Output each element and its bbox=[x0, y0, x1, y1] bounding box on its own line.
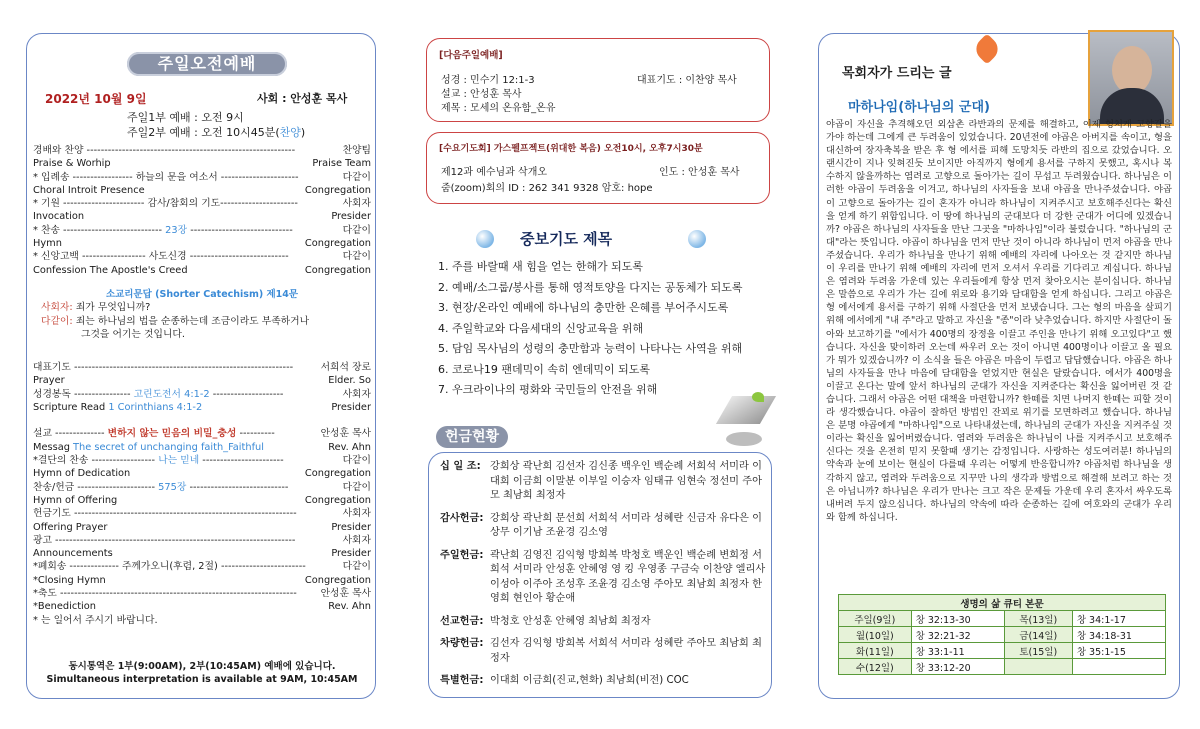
order-row-label: * 는 일어서 주시기 바랍니다. bbox=[33, 614, 158, 626]
order-row bbox=[33, 481, 371, 494]
wednesday-title: [수요기도회] 가스펠프젝트(위대한 복음) 오전10시, 오후7시30분 bbox=[439, 144, 703, 154]
order-row bbox=[33, 454, 371, 467]
order-row-label: *Benediction bbox=[33, 601, 96, 613]
order-row bbox=[33, 414, 371, 427]
order-row-label: Hymn bbox=[33, 238, 62, 250]
order-row-label: * 입례송 ----------------- 하늘의 문을 여소서 ---------------------- bbox=[33, 171, 299, 183]
order-row bbox=[33, 547, 371, 560]
order-row-label: *폐회송 -------------- 주께가오니(후렴, 2절) ------------------------ bbox=[33, 561, 306, 573]
order-row bbox=[33, 574, 371, 587]
qt-title: 생명의 삶 큐티 본문 bbox=[839, 595, 1166, 611]
offering-names: 김선자 김익형 방희복 서희석 서미라 성혜란 주아모 최남희 최정자 bbox=[490, 638, 762, 664]
order-row-leader: 다같이 bbox=[342, 561, 371, 573]
service2-time: 주일2부 예배 : 오전 10시45분(찬양) bbox=[127, 126, 306, 139]
order-row-leader: 다같이 bbox=[342, 481, 371, 493]
offering-row bbox=[440, 637, 766, 666]
next-week-prayer: 대표기도 : 이찬양 목사 bbox=[637, 75, 737, 86]
order-row-label: Choral Introit Presence bbox=[33, 184, 145, 196]
diamond-icon bbox=[716, 396, 776, 424]
service-date: 2022년 10월 9일 bbox=[45, 92, 147, 106]
qt-day: 화(11일) bbox=[839, 643, 912, 659]
order-row-label: Announcements bbox=[33, 548, 113, 560]
order-row bbox=[33, 534, 371, 547]
wednesday-zoom: 줌(zoom)회의 ID : 262 341 9328 암호: hope bbox=[441, 183, 653, 194]
shadow-icon bbox=[726, 432, 762, 446]
order-row-label: *결단의 찬송 ------------------ 나는 믿네 ----------------------- bbox=[33, 455, 284, 467]
order-row-leader: 사회자 bbox=[342, 508, 371, 520]
q-label: 사회자: bbox=[41, 302, 73, 314]
order-row-label: Hymn of Dedication bbox=[33, 468, 131, 480]
offering-category: 선교헌금: bbox=[440, 615, 484, 627]
offering-title: 헌금현황 bbox=[436, 426, 508, 448]
order-row-label: 찬송/헌금 ---------------------- 575장 ---------------------------- bbox=[33, 481, 289, 493]
bubble-icon bbox=[688, 230, 706, 248]
pastor-letter-subtitle: 마하나임(하나님의 군대) bbox=[848, 100, 990, 115]
order-row-leader: Presider bbox=[331, 521, 371, 533]
order-row bbox=[33, 441, 371, 454]
offering-category: 특별헌금: bbox=[440, 675, 484, 686]
catechism-title: 소교리문답 (Shorter Catechism) 제14문 bbox=[105, 289, 299, 300]
qt-passage: 창 33:12-20 bbox=[911, 659, 1004, 675]
order-row bbox=[33, 521, 371, 534]
leaf-icon bbox=[752, 392, 764, 402]
order-row-leader: Congregation bbox=[304, 238, 371, 250]
order-row-leader: 사회자 bbox=[342, 534, 371, 546]
order-row-label: Offering Prayer bbox=[33, 521, 108, 533]
interpretation-korean: 동시통역은 1부(9:00AM), 2부(10:45AM) 예배에 있습니다. bbox=[68, 661, 336, 672]
order-row-leader: 사회자 bbox=[342, 198, 371, 210]
order-row-label: Prayer bbox=[33, 375, 65, 387]
order-row-label: *축도 ------------------------------------------------------------------- bbox=[33, 588, 297, 600]
pastor-letter-body: 야곱이 자신을 추격해오던 외삼촌 라반과의 문제를 해결하고, 이제 형처게 고향갈을 가야 하는데 그에게 큰 두려움이 있었습니다. 20년전에 야곱은 아버지를 속이고, 형을 대신하여 장자축복을 받은 후 형 에서를 피해 도망치듯 라반의 집으로 갔었습니다. 오랜시간이 지나 잊혀진듯 보이지만 아직까지 형에게 용서를 구하지 못했고, 혹시나 복수하지 않을까하는 염려로 고향으로 돌아가는 길이 무섭고 두려웠습니다. 하나님은 이러한 야곱이 두려움을 이겨고, 하나님의 사자들을 보내 야곱을 만나주셨습니다. 야곱이 고향으로 돌아가는 길이 혼자가 아니라 하나님이 지켜주시고 보호해주신다는 확신을 얻게 하기 위함입니다. 이 땅에 하나님의 군대보다 더 강한 군대가 어디에 있겠습니까? 야곱은 하나님의 사자들을 만난 그곳을 "마하나임"이라 불렀습니다. "하나님의 군대"라는 뜻입니다. 야곱이 하나님을 먼저 만난 것이 아니라 하나님이 먼저 야곱을 만나주셨습니다. 우리가 하나님을 만나기 위해 예배의 자리에 나아오는 것 같지만 하나님이 우리를 만나기 위해 예배의 자리에 먼저 오셔서 우리를 기다리고 계십니다. 하나님은 염려와 두려움 가운데 있는 우리들에게 항상 먼저 찾아오시는 분이십니다. 하나님은 말씀으로 우리가 가는 길에 위로와 용기와 담대함을 얻게 하십니다. 그리고 야곱은 형 에서에게 용서를 구하기 위해 사절단을 먼저 보냈습니다. 그는 형의 마음을 살피기 위해 에서에게 "내 주"라고 말하고 자신을 "종"이라 낮추었습니다. 하지만 사절단이 돌아와 보고하기를 "에서가 400명의 장정을 이끌고 주인을 만나기 위해 오고있다"고 했습니다. 자신을 맞이하러 오는데 싸우러 오는 것이 아니면 400명이나 이끌고 올 필요가 뭐가 있겠습니까? 이 소식을 들은 야곱은 마음이 두렵고 답답했습니다. 야곱은 하나님의 사자들을 만나 마음에 담대함을 얻었지만 현실은 달랐습니다. 에서가 400명을 이끌고 온다는 말에 앞서 하나님의 군대가 자신을 지켜준다는 확신을 잃어버린 것 같습니다. 그래서 야곱은 어떤 대책을 마련합니까? 한떼를 치면 나머지 한떼는 피할 것이라 생각했습니다. 야곱이 잘하던 방법인 잔꾀로 위기를 모면하려고 했습니다. 하나님은 분명 야곱에게 "마하나임"으로 나타내셨는데, 하나님의 군대가 자신을 지켜주실 것이라는 확신을 잃어버렸습니다. 염려와 두려움은 하나님이 나를 지켜주시고 보호해주신다는 것을 온전히 믿지 못할때 생기는 감정입니다. 사랑하는 성도여러분! 하나님의 약속과 눈에 보이는 현실이 다를때 우리는 어떻게 반응합니까? 야곱처럼 하나님을 생각하지 않고, 염려와 두려움으로 지꾸만 나의 생각과 방법으로 해결해 보려고 하는 것은 아닙니까? 하나님은 우리가 만나는 크고 작은 문제들 가운데 우리 혼자서 싸우도록 내버려 두지 않으십니다. 하나님의 약속에 따라 순종하는 길에 여호와의 군대가 우리와 함께 하십니다. bbox=[826, 119, 1172, 523]
order-row-label: 광고 -------------------------------------------------------------------- bbox=[33, 534, 296, 546]
prayer-item: 3. 현장/온라인 예배에 하나님의 충만한 은혜를 부어주시도록 bbox=[438, 301, 729, 314]
order-row-leader: Presider bbox=[331, 401, 371, 413]
order-row-label: 성경봉독 ---------------- 고린도전서 4:1-2 -------------------- bbox=[33, 388, 284, 400]
qt-row bbox=[839, 627, 1166, 643]
order-row-label: Praise & Worhip bbox=[33, 158, 111, 170]
offering-names: 박청호 안성훈 안혜영 최남희 최정자 bbox=[490, 615, 651, 627]
prayer-item: 1. 주를 바랄때 새 힘을 얻는 한해가 되도록 bbox=[438, 260, 643, 273]
pastor-letter-title: 목회자가 드리는 글 bbox=[842, 66, 952, 81]
offering-row bbox=[440, 615, 766, 630]
a-label: 다같이: bbox=[41, 315, 73, 327]
offering-row bbox=[440, 512, 766, 541]
order-row-leader: 사회자 bbox=[342, 388, 371, 400]
order-row bbox=[33, 560, 371, 573]
qt-passage: 창 32:13-30 bbox=[911, 611, 1004, 627]
qt-row bbox=[839, 659, 1166, 675]
next-week-topic: 제목 : 모세의 온유함_온유 bbox=[441, 103, 556, 114]
presider: 사회 : 안성훈 목사 bbox=[257, 92, 348, 105]
qt-passage: 창 34:1-17 bbox=[1072, 611, 1165, 627]
order-row bbox=[33, 184, 371, 197]
order-row-label: Invocation bbox=[33, 211, 85, 223]
order-row-label: Scripture Read 1 Corinthians 4:1-2 bbox=[33, 401, 203, 413]
qt-row bbox=[839, 611, 1166, 627]
order-row-label: Hymn of Offering bbox=[33, 494, 118, 506]
order-row-leader: Elder. So bbox=[328, 375, 371, 387]
qt-day: 금(14일) bbox=[1004, 627, 1072, 643]
order-row bbox=[33, 587, 371, 600]
worship-order-panel bbox=[26, 33, 376, 699]
qt-day: 수(12일) bbox=[839, 659, 912, 675]
qt-day bbox=[1004, 659, 1072, 675]
order-row bbox=[33, 144, 371, 157]
offering-row bbox=[440, 460, 766, 504]
order-top bbox=[33, 144, 371, 277]
order-row-leader: 안성훈 목사 bbox=[320, 428, 371, 440]
qt-table bbox=[838, 594, 1166, 675]
order-row bbox=[33, 237, 371, 250]
offering-names: 이대희 이금희(진교,현화) 최남희(비전) COC bbox=[490, 675, 689, 686]
offering-category: 차량헌금: bbox=[440, 638, 484, 649]
next-week-title: [다음주일예배] bbox=[439, 50, 503, 61]
qt-passage: 창 32:21-32 bbox=[911, 627, 1004, 643]
order-row bbox=[33, 388, 371, 401]
order-bottom bbox=[33, 361, 371, 627]
wednesday-box bbox=[426, 132, 770, 204]
wednesday-leader: 인도 : 안성훈 목사 bbox=[659, 167, 740, 178]
order-row-label: *Closing Hymn bbox=[33, 574, 106, 586]
a-text: 죄는 하나님의 법을 순종하는데 조금이라도 부족하거나 bbox=[72, 315, 310, 327]
qt-day: 목(13일) bbox=[1004, 611, 1072, 627]
order-row-leader: Rev. Ahn bbox=[328, 601, 371, 613]
order-row bbox=[33, 171, 371, 184]
order-row-label: 대표기도 -------------------------------------------------------------- bbox=[33, 362, 294, 373]
catechism bbox=[33, 288, 371, 341]
order-row bbox=[33, 467, 371, 480]
qt-passage bbox=[1072, 659, 1165, 675]
order-row-leader: 다같이 bbox=[342, 251, 371, 263]
next-week-box bbox=[426, 38, 770, 122]
order-row-leader: Rev. Ahn bbox=[328, 441, 371, 453]
offering-category: 주일헌금: bbox=[440, 549, 484, 561]
prayer-item: 7. 우크라이나의 평화와 국민들의 안전을 위해 bbox=[438, 383, 658, 396]
order-row bbox=[33, 250, 371, 263]
order-row-leader: Congregation bbox=[304, 264, 371, 276]
offering-names: 강희상 곽난희 김선자 김신종 백우인 백순례 서희석 서미라 이대희 이금희 이말분 이부일 이승자 임태규 임현숙 정선미 주아모 최남희 최정자 bbox=[490, 461, 762, 501]
interpretation-english: Simultaneous interpretation is available at 9AM, 10:45AM bbox=[46, 674, 358, 685]
order-row-label: * 기원 ----------------------- 감사/참회의 기도---------------------- bbox=[33, 198, 298, 210]
qt-day: 주일(9일) bbox=[839, 611, 912, 627]
prayer-item: 2. 예배/소그룹/봉사를 통해 영적토양을 다지는 공동체가 되도록 bbox=[438, 280, 743, 294]
order-row-label: Confession The Apostle's Creed bbox=[33, 264, 188, 276]
next-week-sermon: 설교 : 안성훈 목사 bbox=[441, 89, 522, 100]
order-row-leader: Presider bbox=[331, 548, 371, 560]
qt-passage: 창 33:1-11 bbox=[911, 643, 1004, 659]
order-row-leader: Congregation bbox=[304, 184, 371, 196]
order-row bbox=[33, 361, 371, 374]
order-row bbox=[33, 157, 371, 170]
service1-time: 주일1부 예배 : 오전 9시 bbox=[127, 111, 244, 124]
order-row bbox=[33, 600, 371, 613]
order-row bbox=[33, 374, 371, 387]
order-row-label: Messag The secret of unchanging faith_Faithful bbox=[33, 441, 264, 453]
next-week-scripture: 성경 : 민수기 12:1-3 bbox=[441, 75, 535, 86]
order-row-label: * 신앙고백 ------------------ 사도신경 ---------------------------- bbox=[33, 251, 289, 263]
order-row bbox=[33, 401, 371, 414]
order-row bbox=[33, 494, 371, 507]
offering-names: 곽난희 김영진 김익형 방희복 박청호 백운인 백순례 변희정 서희석 서미라 안성훈 안혜영 영 킹 우영종 구금숙 이찬양 엘리사 이성아 이주아 조성후 조윤경 김소영 주아모 최남희 최정자 한영희 현인아 황순애 bbox=[490, 549, 766, 604]
order-row-leader: 다같이 bbox=[342, 224, 371, 236]
order-row-leader: Congregation bbox=[304, 574, 371, 586]
order-row-label: * 찬송 ---------------------------- 23장 ----------------------------- bbox=[33, 224, 293, 236]
order-row-leader: Presider bbox=[331, 211, 371, 223]
order-row-leader: Praise Team bbox=[312, 158, 371, 170]
offering-row bbox=[440, 674, 766, 689]
worship-title: 주일오전예배 bbox=[127, 52, 287, 76]
qt-passage: 창 35:1-15 bbox=[1072, 643, 1165, 659]
order-row-leader: 다같이 bbox=[342, 455, 371, 467]
order-row bbox=[33, 614, 371, 627]
prayer-title: 중보기도 제목 bbox=[520, 230, 613, 248]
wednesday-lesson: 제12과 예수님과 삭개오 bbox=[441, 167, 548, 178]
order-row bbox=[33, 210, 371, 223]
prayer-item: 4. 주일학교와 다음세대의 신앙교육을 위해 bbox=[438, 321, 644, 335]
order-row-leader: 안성훈 목사 bbox=[320, 588, 371, 600]
prayer-item: 6. 코로나19 팬데믹이 속히 엔데믹이 되도록 bbox=[438, 362, 650, 376]
order-row-leader: 찬양팀 bbox=[342, 145, 371, 156]
qt-day: 토(15일) bbox=[1004, 643, 1072, 659]
order-row-label: 헌금기도 --------------------------------------------------------------- bbox=[33, 508, 297, 520]
offering-names: 강희상 곽난희 문선희 서희석 서미라 성혜란 신금자 유다은 이상무 이기남 조윤경 김소영 bbox=[490, 512, 762, 538]
order-row-leader: Congregation bbox=[304, 468, 371, 480]
order-row-leader: Congregation bbox=[304, 494, 371, 506]
bubble-icon bbox=[476, 230, 494, 248]
order-row bbox=[33, 507, 371, 520]
order-row bbox=[33, 427, 371, 440]
pastor-photo bbox=[1088, 30, 1174, 126]
order-row-leader: 다같이 bbox=[342, 171, 371, 183]
qt-passage: 창 34:18-31 bbox=[1072, 627, 1165, 643]
prayer-item: 5. 담임 목사님의 성령의 충만함과 능력이 나타나는 사역을 위해 bbox=[438, 342, 743, 355]
order-row-label: 설교 -------------- 변하지 않는 믿음의 비밀_충성 ---------- bbox=[33, 428, 275, 440]
qt-row bbox=[839, 643, 1166, 659]
offering-category: 감사헌금: bbox=[440, 512, 484, 524]
a-text2: 그것을 어기는 것입니다. bbox=[81, 328, 185, 340]
order-row bbox=[33, 224, 371, 237]
qt-day: 월(10일) bbox=[839, 627, 912, 643]
order-row-label: 경배와 찬양 ----------------------------------------------------------- bbox=[33, 145, 296, 156]
offering-row bbox=[440, 549, 766, 607]
order-row bbox=[33, 264, 371, 277]
face-icon bbox=[1112, 46, 1152, 94]
order-row-leader: 서희석 장로 bbox=[320, 362, 371, 373]
offering-category: 십 일 조: bbox=[440, 461, 481, 472]
q-text: 죄가 무엇입니까? bbox=[72, 302, 151, 314]
order-row bbox=[33, 197, 371, 210]
